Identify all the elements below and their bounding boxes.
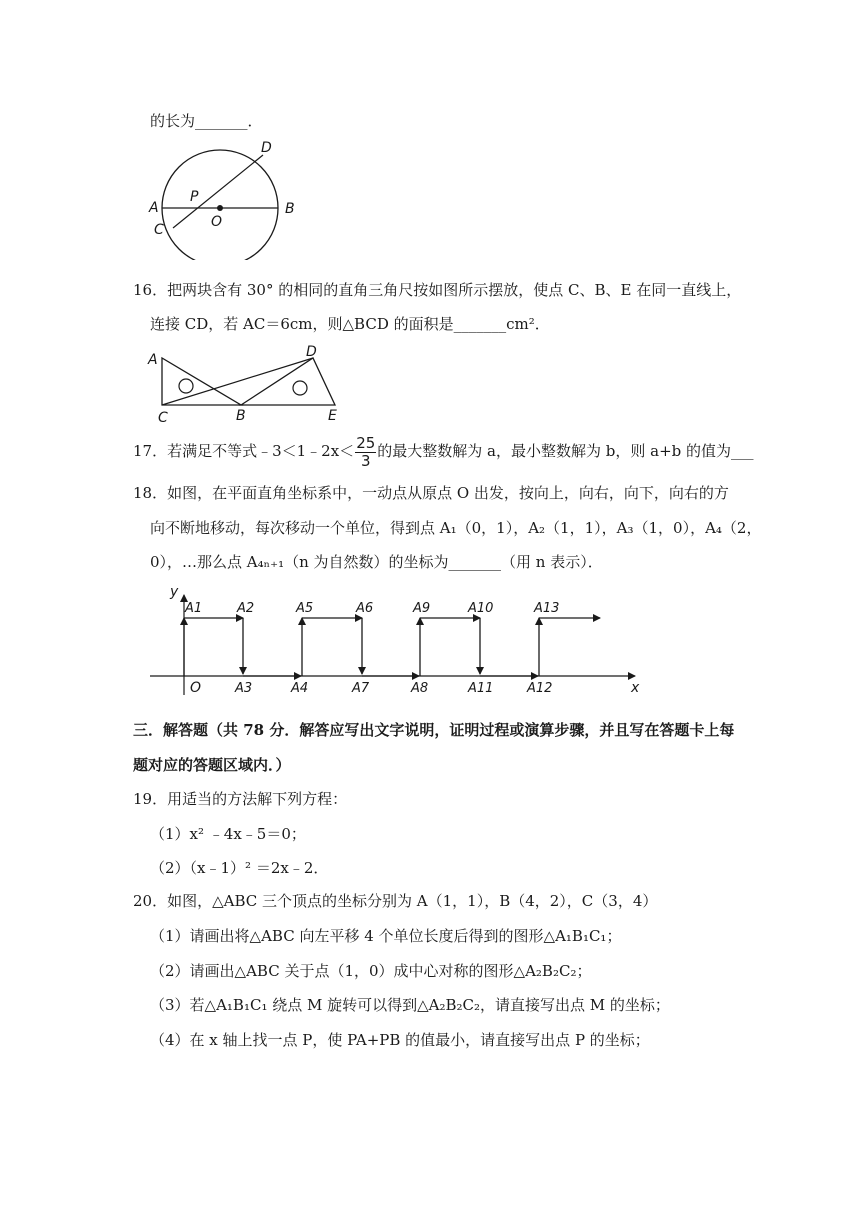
q20-part2: （2）请画出△ABC 关于点（1，0）成中心对称的图形△A₂B₂C₂； <box>150 962 592 980</box>
q15-circle-figure <box>140 135 320 260</box>
label-a10: A10 <box>468 601 494 616</box>
q20-part3: （3）若△A₁B₁C₁ 绕点 M 旋转可以得到△A₂B₂C₂，请直接写出点 M 的坐标； <box>150 996 670 1014</box>
label-c: C <box>158 410 168 426</box>
label-p: P <box>190 189 199 205</box>
q15-tail: 的长为_______． <box>150 112 263 130</box>
q17-line <box>133 434 754 470</box>
q18-line3: 0），…那么点 A₄ₙ₊₁（n 为自然数）的坐标为_______（用 n 表示）． <box>150 553 603 571</box>
triangle-abc <box>162 358 241 405</box>
fraction-denominator: 3 <box>360 451 371 470</box>
section3-heading-line1: 三．解答题（共 78 分．解答应写出文字说明，证明过程或演算步骤，并且写在答题卡上每 <box>133 721 735 739</box>
label-a: A <box>149 200 159 216</box>
label-a9: A9 <box>413 601 431 616</box>
label-a6: A6 <box>356 601 374 616</box>
q20-part4: （4）在 x 轴上找一点 P，使 PA+PB 的值最小，请直接写出点 P 的坐标； <box>150 1031 650 1049</box>
movement-path <box>184 618 600 676</box>
q20-part1: （1）请画出将△ABC 向左平移 4 个单位长度后得到的图形△A₁B₁C₁； <box>150 927 622 945</box>
fraction-numerator: 25 <box>356 433 376 452</box>
q19-part1: （1）x² ﹣4x﹣5＝0； <box>150 825 306 843</box>
label-a: A <box>148 352 158 368</box>
section3-heading-line2: 题对应的答题区域内．） <box>133 756 291 774</box>
q18-path-figure <box>140 580 660 700</box>
label-x: x <box>631 680 640 696</box>
label-o: O <box>190 680 202 696</box>
label-d: D <box>306 344 317 360</box>
label-a11: A11 <box>468 681 494 696</box>
center-o-dot <box>217 205 223 211</box>
label-a4: A4 <box>291 681 309 696</box>
q19-stem: 19．用适当的方法解下列方程： <box>133 790 348 808</box>
label-a7: A7 <box>352 681 370 696</box>
label-b: B <box>285 201 295 217</box>
q16-line2: 连接 CD，若 AC＝6cm，则△BCD 的面积是_______cm²． <box>150 315 550 333</box>
hole-circle-right <box>293 381 307 395</box>
label-o: O <box>211 214 223 230</box>
label-y: y <box>170 584 179 600</box>
q16-triangles-figure <box>140 342 350 427</box>
q18-line1: 18．如图，在平面直角坐标系中，一动点从原点 O 出发，按向上，向右，向下，向右的方 <box>133 484 729 502</box>
label-e: E <box>328 408 337 424</box>
triangle-bde <box>241 358 335 405</box>
q19-part2: （2）（x﹣1）² ＝2x﹣2． <box>150 859 329 877</box>
label-a13: A13 <box>534 601 560 616</box>
q17-before: 17．若满足不等式﹣3＜1﹣2x＜ <box>133 442 355 460</box>
label-a8: A8 <box>411 681 429 696</box>
q17-fraction <box>355 435 376 470</box>
q17-after: 的最大整数解为 a，最小整数解为 b，则 a+b 的值为___ <box>377 442 754 460</box>
q20-stem: 20．如图，△ABC 三个顶点的坐标分别为 A（1，1），B（4，2），C（3，4） <box>133 892 658 910</box>
label-c: C <box>154 222 164 238</box>
label-a3: A3 <box>235 681 253 696</box>
label-a12: A12 <box>527 681 553 696</box>
label-a1: A1 <box>185 601 203 616</box>
segment-cd <box>162 358 313 405</box>
label-a5: A5 <box>296 601 314 616</box>
point-labels <box>184 601 559 696</box>
q16-line1: 16．把两块含有 30° 的相同的直角三角尺按如图所示摆放，使点 C、B、E 在同一直线上， <box>133 281 742 299</box>
q18-line2: 向不断地移动，每次移动一个单位，得到点 A₁（0，1），A₂（1，1），A₃（1，0），A₄（2， <box>150 519 762 537</box>
label-b: B <box>236 408 246 424</box>
label-a2: A2 <box>237 601 255 616</box>
label-d: D <box>261 140 272 156</box>
hole-circle-left <box>179 379 193 393</box>
